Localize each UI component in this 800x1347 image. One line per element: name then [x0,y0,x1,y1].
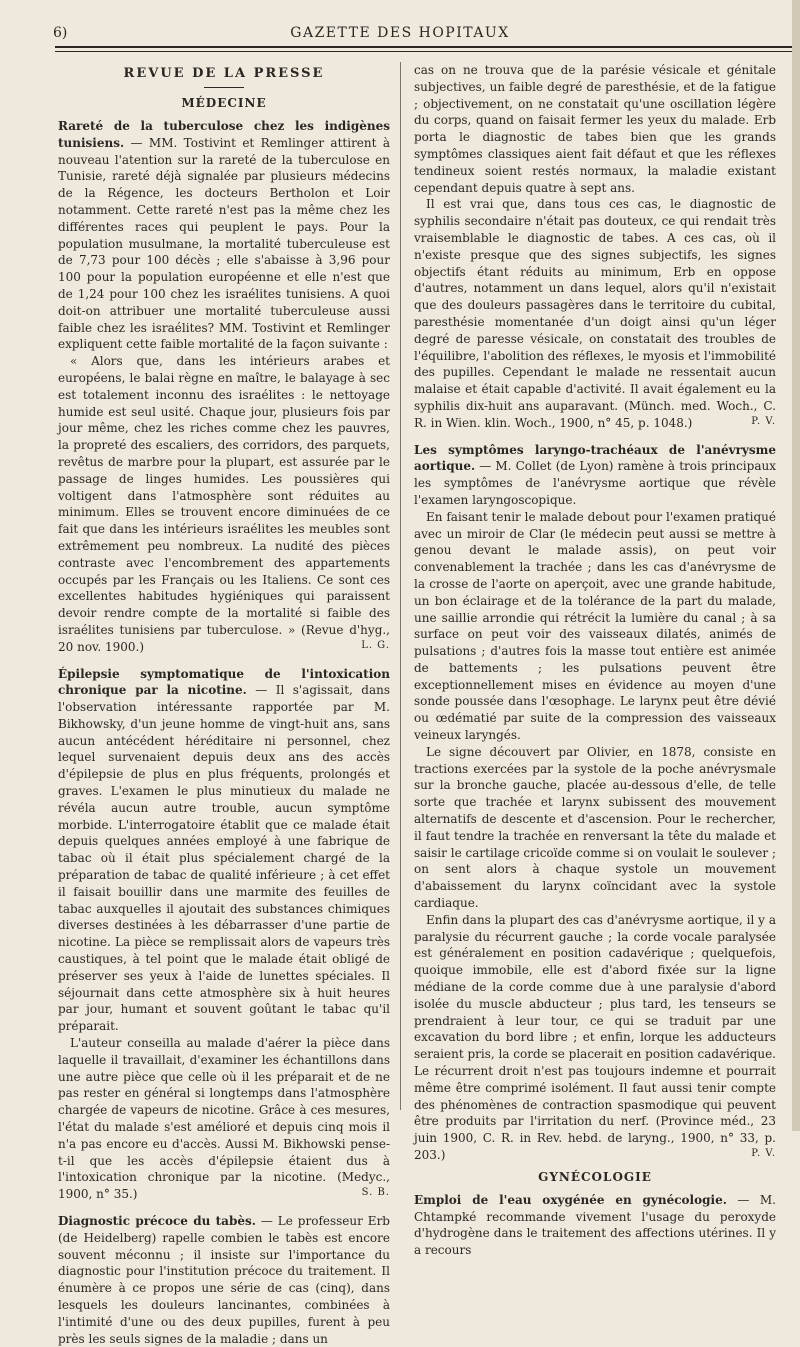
subsection-title-gynecologie: GYNÉCOLOGIE [538,1169,652,1184]
article-paragraph: Le signe découvert par Olivier, en 1878, consiste en tractions exercées par la systole de la poche anévrysmale sur la bronche gauche, placée au-dessous d'elle, de telle sorte que trachée et larynx subissent des mouvement alternatifs de descente et d'ascension. Pour le rechercher, il faut tendre la trachée en renversant la tête du malade et saisir le cartilage cricoïde comme si on voulait le soulever ; on sent alors à chaque systole un mouvement d'abaissement du larynx coïncidant avec la systole cardiaque. [414,744,776,911]
column-separator [400,62,401,1110]
subsection-title-medecine: MÉDECINE [181,96,267,110]
article-text: — MM. Tostivint et Remlinger attirent à nouveau l'atention sur la rareté de la tuberculose en Tunisie, rareté déjà signalée par plusieurs médecins de la Régence, les docteurs Bertholon et Loir notamment. Cette rareté n'est pas la même chez les différentes races qui peuplent le pays. Pour la population musulmane, la mortalité tuberculeuse est de 7,73 pour 100 décès ; elle s'abaisse à 3,96 pour 100 pour la population européenne et elle n'est que de 1,24 pour 100 chez les israélites tunisiens. A quoi doit-on attribuer une mortalité tuberculeuse aussi faible chez les israélites? MM. Tostivint et Remlinger expliquent cette faible mortalité de la façon suivante : [58,135,390,352]
article-title: Rareté de la tuberculose chez les indigènes tunisiens. [58,119,390,150]
article-text: — M. Collet (de Lyon) ramène à trois principaux les symptômes de l'anévrysme aortique que révèle l'examen laryngoscopique. [414,459,776,507]
article-eau-oxygenee [414,1192,776,1259]
spacer [58,1203,390,1213]
article-title: Emploi de l'eau oxygénée en gynécologie. [414,1192,727,1207]
article-paragraph [414,196,776,431]
page-number: 6) [53,25,68,41]
right-column [414,62,776,1258]
article-text: Enfin dans la plupart des cas d'anévrysme aortique, il y a paralysie du récurrent gauche ; la corde vocale paralysée est généralement en position cadavérique ; quelquefois, quoique immobile, elle est d'abord fixée sur la ligne médiane de la corde comme due à une paralysie d'abord isolée du muscle abducteur ; plus tard, les tenseurs se prendraient à leur tour, ce qui se traduit par une excavation du bord libre ; et enfin, lorque les adducteurs seraient pris, la corde se placerait en position cadavérique. Le récurrent droit n'est pas toujours indemne et pourrait même être comprimé isolément. Il faut aussi tenir compte des phénomènes de contraction spasmodique qui peuvent être produits par l'irritation du nerf. (Province méd., 23 juin 1900, C. R. in Rev. hebd. de laryng., 1900, n° 33, p. 203.) [414,912,776,1162]
section-rule [204,87,244,88]
article-text: Il est vrai que, dans tous ces cas, le diagnostic de syphilis secondaire n'était pas douteux, ce qui rendait très vraisemblable le diagnostic de tabes. A ces cas, où il n'existe presque que des signes subjectifs, les signes objectifs étant réduits au minimum, Erb en oppose d'autres, notamment un dans lequel, alors qu'il n'existait que des douleurs passagères dans le territoire du cubital, paresthésie momentanée d'un doigt ainsi qu'un léger degré de paresse vésicale, on constatait des troubles de l'équilibre, l'abolition des réflexes, le myosis et l'immobilité des pupilles. Cependant le malade ne ressentait aucun malaise et était capable d'activité. Il avait également eu la syphilis dix-huit ans auparavant. (Münch. med. Woch., C. R. in Wien. klin. Woch., 1900, n° 45, p. 1048.) [414,197,776,430]
article-text: — Il s'agissait, dans l'observation intéressante rapportée par M. Bikhowsky, d'un jeune homme de vingt-huit ans, sans aucun antécédent héréditaire ni personnel, chez lequel survenaient depuis deux ans des accès d'épilepsie de plus en plus fréquents, prolongés et graves. L'examen le plus minutieux du malade ne révéla aucun autre trouble, aucun symptôme morbide. L'interrogatoire établit que ce malade était depuis quelques années employé à une fabrique de tabac où il était plus spécialement chargé de la préparation de tabac de qualité inférieure ; à cet effet il faisait bouillir dans une marmite des feuilles de tabac auxquelles il ajoutait des substances chimiques diverses destinées à les débarrasser d'une partie de nicotine. La pièce se remplissait alors de vapeurs très caustiques, à tel point que le malade était obligé de préserver ses yeux à l'aide de lunettes spéciales. Il séjournait dans cette atmosphère six à huit heures par jour, humant et souvent goûtant le tabac qu'il préparait. [58,683,390,1034]
article-text: L'auteur conseilla au malade d'aérer la pièce dans laquelle il travaillait, d'examiner les échantillons dans une autre pièce que celle où il les préparait et de ne pas rester en général si longtemps dans l'atmosphère chargée de vapeurs de nicotine. Grâce à ces mesures, l'état du malade s'est amélioré et depuis cinq mois il n'a pas encore eu d'accès. Aussi M. Bikhowski pense-t-il que les accès d'épilepsie étaient dus à l'intoxication chronique par la nicotine. (Medyc., 1900, n° 35.) [58,1036,390,1202]
header-rule-thick [55,46,795,48]
spacer [58,656,390,666]
article-title: Diagnostic précoce du tabès. [58,1214,256,1228]
article-paragraph [414,912,776,1164]
author-signature: S. B. [361,1187,390,1199]
article-epilepsie [58,666,390,1036]
author-signature: P. V. [751,1148,776,1159]
running-title: GAZETTE DES HOPITAUX [290,25,510,41]
article-text: — Le professeur Erb (de Heidelberg) rapelle combien le tabès est encore souvent méconnu ; il insiste sur l'importance du diagnostic pour l'institution précoce du traitement. Il énumère à ce propos une série de cas (cinq), dans lesquels les douleurs lancinantes, combinées à l'intimité d'une ou des deux pupilles, furent à peu près les seuls signes de la maladie ; dans un [58,1214,390,1346]
article-tuberculose [58,118,390,353]
article-tabes [58,1213,390,1347]
article-paragraph: cas on ne trouva que de la parésie vésicale et génitale subjectives, un faible degré de paresthésie, et de la fatigue ; objectivement, on ne constatait qu'une oscillation légère du corps, quand on faisait fermer les yeux du malade. Erb porta le diagnostic de tabes bien que les grands symptômes classiques aient fait défaut et que les réflexes tendineux soient restés normaux, la maladie existant cependant depuis quatre à sept ans. [414,63,776,195]
spacer [414,432,776,442]
article-text: « Alors que, dans les intérieurs arabes et européens, le balai règne en maître, le balayage à sec est totalement inconnu des israélites : le nettoyage humide est seul usité. Chaque jour, plusieurs fois par jour même, chez les riches comme chez les pauvres, la propreté des escaliers, des corridors, des parquets, revêtus de marbre pour la plupart, est assurée par le passage de linges humides. Les poussières qui voltigent dans l'atmosphère sont réduites au minimum. Elles se trouvent encore diminuées de ce fait que dans les intérieurs israélites les meubles sont extrêmement peu nombreux. La nudité des pièces contraste avec l'encombrement des appartements occupés par les Français ou les Italiens. Ce sont ces excellentes habitudes hygiéniques qui paraissent devoir rendre compte de la mortalité si faible des israélites tunisiens par tuberculose. » (Revue d'hyg., 20 nov. 1900.) [58,354,390,654]
author-signature: P. V. [751,415,776,427]
article-paragraph: En faisant tenir le malade debout pour l'examen pratiqué avec un miroir de Clar (le médecin peut aussi se mettre à genou devant le malade assis), on peut voir convenablement la trachée ; dans les cas d'anévrysme de la crosse de l'aorte on aperçoit, avec une grande habitude, un bon éclairage et de la tolérance de la part du malade, une saillie arrondie qui rétrécit la lumière du canal ; à sa surface on peut voir des vaisseaux dilatés, animés de pulsations ; d'autres fois la masse tout entière est animée de battements ; les pulsations peuvent être exceptionnellement mises en évidence au moyen d'une sonde poussée dans l'œsophage. Le larynx peut être dévié ou œdématié par suite de la compression des vaisseaux veineux laryngés. [414,509,776,743]
article-text: — M. Chtampké recommande vivement l'usage du peroxyde d'hydrogène dans le traitement des affections utérines. Il y a recours [414,1192,776,1258]
article-paragraph [58,1035,390,1203]
left-column [58,62,390,1346]
article-anevrysme [414,442,776,509]
page-edge-shadow [792,0,800,1131]
article-paragraph [58,353,390,655]
header-rule-thin [55,51,795,52]
section-title: REVUE DE LA PRESSE [123,66,325,81]
article-title: Les symptômes laryngo-trachéaux de l'anévrysme aortique. [414,442,776,474]
author-signature: L. G. [361,639,390,651]
article-title: Épilepsie symptomatique de l'intoxication chronique par la nicotine. [58,666,390,698]
